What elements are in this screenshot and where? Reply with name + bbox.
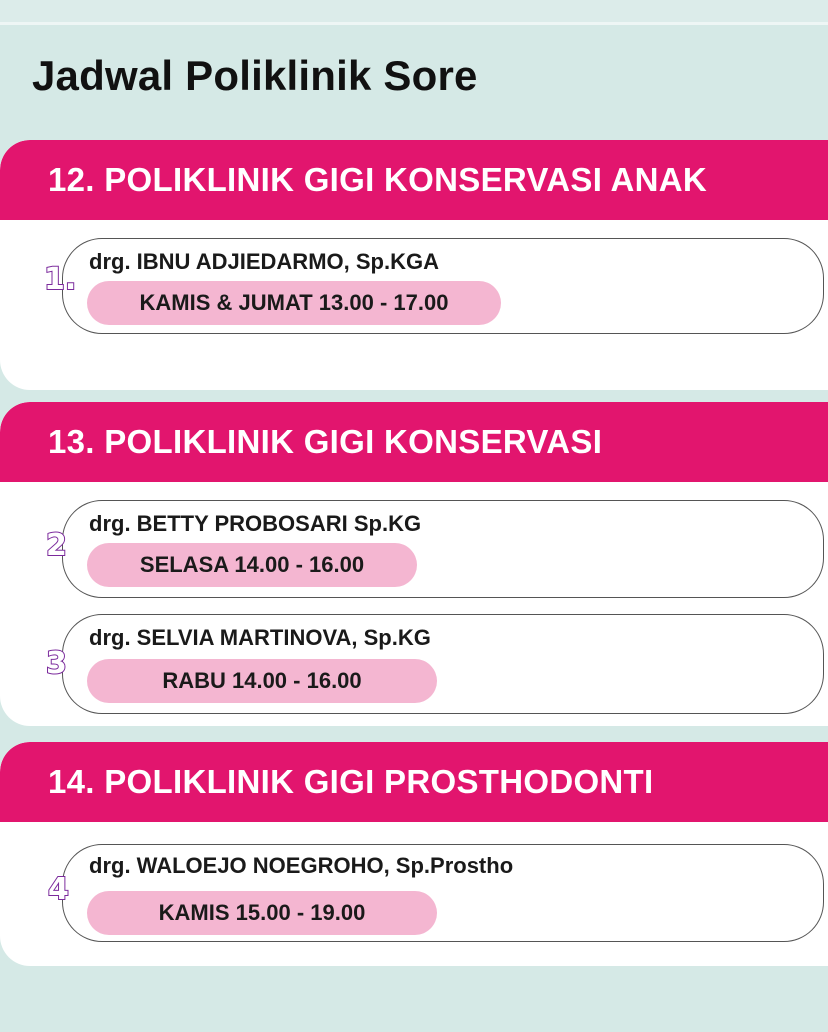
doctor-name: drg. WALOEJO NOEGROHO, Sp.Prostho [89, 853, 514, 878]
doctor-name: drg. BETTY PROBOSARI Sp.KG [89, 511, 422, 536]
schedule-pill: RABU 14.00 - 16.00 [87, 659, 437, 703]
section-prosthodonti [0, 742, 828, 966]
doctor-entry [62, 500, 824, 598]
doctor-entry [62, 614, 824, 714]
section-header: 12. POLIKLINIK GIGI KONSERVASI ANAK [0, 140, 828, 220]
doctor-entry [62, 844, 824, 942]
section-konservasi [0, 402, 828, 726]
entry-number: 4 [48, 872, 69, 907]
doctor-entry [62, 238, 824, 334]
entry-number: 2 [46, 528, 67, 563]
page-title: Jadwal Poliklinik Sore [32, 52, 478, 99]
schedule-pill: KAMIS & JUMAT 13.00 - 17.00 [87, 281, 501, 325]
entry-number: 1. [44, 262, 77, 297]
schedule-pill: KAMIS 15.00 - 19.00 [87, 891, 437, 935]
entry-number: 3 [46, 646, 67, 681]
doctor-name: drg. IBNU ADJIEDARMO, Sp.KGA [89, 249, 439, 274]
section-header: 14. POLIKLINIK GIGI PROSTHODONTI [0, 742, 828, 822]
section-konservasi-anak [0, 140, 828, 390]
doctor-name: drg. SELVIA MARTINOVA, Sp.KG [89, 625, 431, 650]
top-strip [0, 0, 828, 25]
section-header: 13. POLIKLINIK GIGI KONSERVASI [0, 402, 828, 482]
schedule-pill: SELASA 14.00 - 16.00 [87, 543, 417, 587]
